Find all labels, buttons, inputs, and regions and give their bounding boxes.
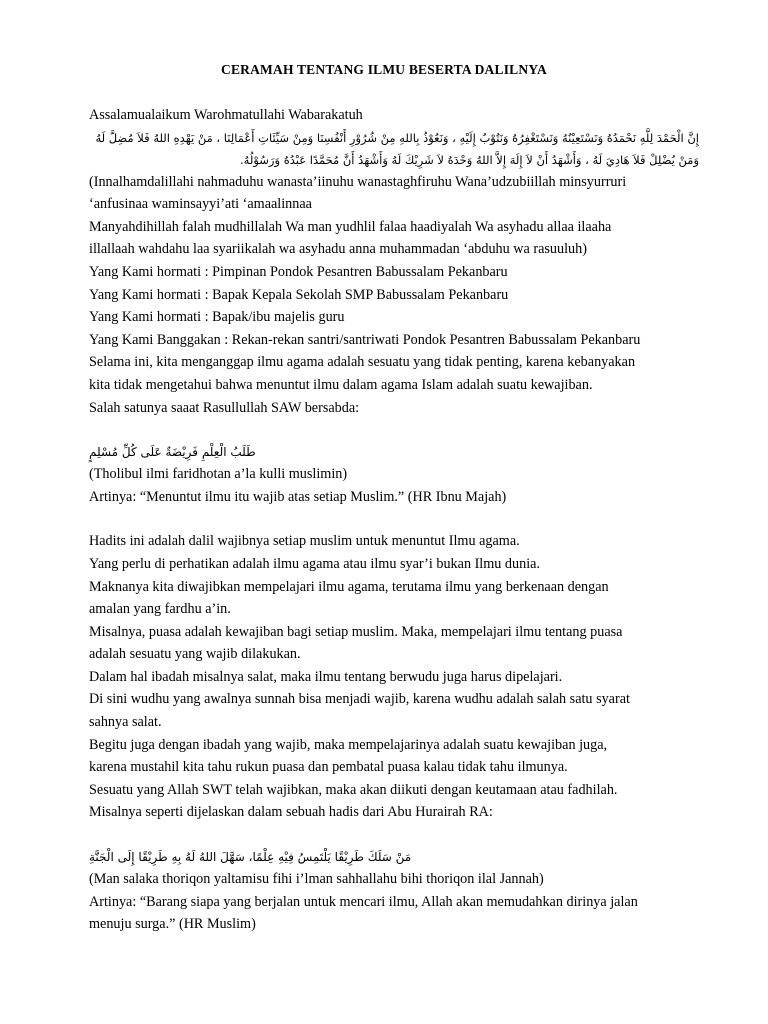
hadith-1-transliteration: (Tholibul ilmi faridhotan a’la kulli muslimin) [89,466,348,483]
hadith-2-arabic: مَنْ سَلَكَ طَرِيْقًا يَلْتَمِسُ فِيْهِ عِلْمًا، سَهَّلَ اللهُ لَهُ بِهِ طَرِيْقًا إِلَى الْجَنَّةِ [89,850,412,865]
hadith-2-meaning-cont: menuju surga.” (HR Muslim) [89,916,256,933]
text-line: ‘anfusinaa waminsayyi’ati ‘amaalinnaa [89,196,312,213]
text-line: Yang Kami hormati : Bapak Kepala Sekolah SMP Babussalam Pekanbaru [89,286,509,303]
text-line: Misalnya, puasa adalah kewajiban bagi setiap muslim. Maka, mempelajari ilmu tentang puasa [89,623,623,640]
text-line: Misalnya seperti dijelaskan dalam sebuah hadis dari Abu Hurairah RA: [89,804,493,821]
hadith-2-meaning: Artinya: “Barang siapa yang berjalan untuk mencari ilmu, Allah akan memudahkan dirinya jalan [89,893,638,910]
text-line: Maknanya kita diwajibkan mempelajari ilmu agama, terutama ilmu yang berkenaan dengan [89,578,609,595]
spacer [89,824,689,846]
arabic-opening [79,127,699,171]
hadith-2-transliteration: (Man salaka thoriqon yaltamisu fihi i’lman sahhallahu bihi thoriqon ilal Jannah) [89,871,544,888]
paragraph-block-2 [89,530,689,824]
text-line: (Innalhamdalillahi nahmaduhu wanasta’iinuhu wanastaghfiruhu Wana’udzubiillah minsyurruri [89,173,627,190]
spacer [89,508,689,530]
document-title: CERAMAH TENTANG ILMU BESERTA DALILNYA [221,62,547,77]
text-line: Yang Kami hormati : Pimpinan Pondok Pesantren Babussalam Pekanbaru [89,263,508,280]
text-line: Yang Kami Banggakan : Rekan-rekan santri/santriwati Pondok Pesantren Babussalam Pekanbaru [89,331,641,348]
text-line: Manyahdihillah falah mudhillalah Wa man yudhlil falaa haadiyalah Wa asyhadu allaa ilaaha [89,218,612,235]
text-line: kita tidak mengetahui bahwa menuntut ilmu dalam agama Islam adalah suatu kewajiban. [89,376,593,393]
arabic-opening-line-1: إِنَّ الْحَمْدَ لِلَّهِ نَحْمَدُهُ وَنَسْتَعِيْنُهُ وَنَسْتَغْفِرُهُ وَنَتُوْبُ إِلَيْهِ ، وَنَعُوْذُ بِاللهِ مِنْ شُرُوْرِ أَنْفُسِنَا وَمِنْ سَيِّئَاتِ أَعْمَالِنَا ، مَنْ يَهْدِهِ اللهُ فَلاَ مُضِلَّ لَهُ [95,130,699,145]
text-line: sahnya salat. [89,714,162,731]
text-line: Hadits ini adalah dalil wajibnya setiap muslim untuk menuntut Ilmu agama. [89,533,520,550]
hadith-2-block [89,868,689,936]
text-line: Di sini wudhu yang awalnya sunnah bisa menjadi wajib, karena wudhu adalah salah satu syarat [89,691,630,708]
spacer [89,419,689,441]
arabic-opening-line-2: وَمَنْ يُضْلِلْ فَلاَ هَادِيَ لَهُ ، وَأَشْهَدُ أَنْ لاَ إِلَهَ إِلاَّ اللهُ وَحْدَهُ لاَ شَرِيْكَ لَهُ وَأَشْهَدُ أَنَّ مُحَمَّدًا عَبْدُهُ وَرَسُوْلُهُ. [240,152,699,167]
text-line: Yang Kami hormati : Bapak/ibu majelis guru [89,309,345,326]
hadith-1-arabic: طَلَبُ الْعِلْمِ فَرِيْضَةٌ عَلَى كُلِّ مُسْلِمٍ [89,445,256,460]
document-body [89,104,699,936]
text-line: illallaah wahdahu laa syariikalah wa asyhadu anna muhammadan ‘abduhu wa rasuuluh) [89,241,587,258]
text-line: Dalam hal ibadah misalnya salat, maka ilmu tentang berwudu juga harus dipelajari. [89,668,563,685]
text-line: adalah sesuatu yang wajib dilakukan. [89,646,301,663]
text-line: Selama ini, kita menganggap ilmu agama adalah sesuatu yang tidak penting, karena kebanyakan [89,354,636,371]
text-line: Begitu juga dengan ibadah yang wajib, maka mempelajarinya adalah suatu kewajiban juga, [89,736,608,753]
hadith-1-block [89,463,689,508]
greeting: Assalamualaikum Warohmatullahi Wabarakatuh [89,107,363,123]
text-line: karena mustahil kita tahu rukun puasa dan pembatal puasa kalau tidak tahu ilmunya. [89,759,568,776]
text-line: amalan yang fardhu a’in. [89,601,231,618]
text-line: Sesuatu yang Allah SWT telah wajibkan, maka akan diikuti dengan keutamaan atau fadhilah. [89,781,618,798]
paragraph-block-1 [89,171,689,420]
hadith-1-meaning: Artinya: “Menuntut ilmu itu wajib atas setiap Muslim.” (HR Ibnu Majah) [89,488,507,505]
text-line: Yang perlu di perhatikan adalah ilmu agama atau ilmu syar’i bukan Ilmu dunia. [89,555,540,572]
text-line: Salah satunya saaat Rasullullah SAW bersabda: [89,399,360,416]
